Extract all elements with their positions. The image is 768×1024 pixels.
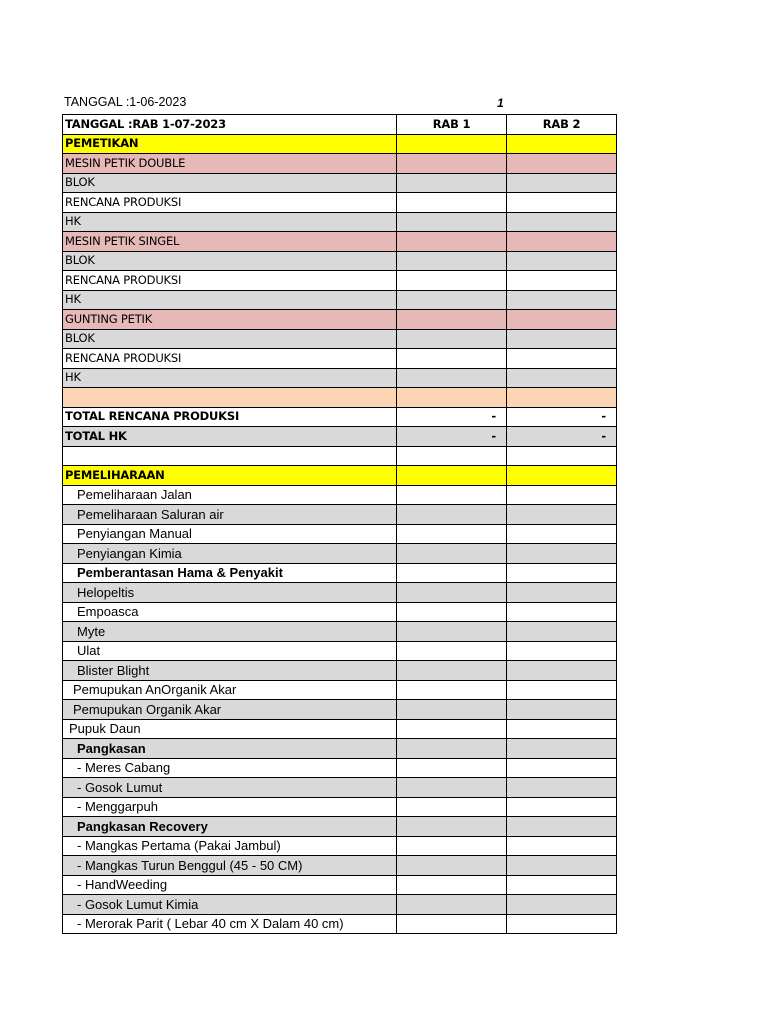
row-label-cell[interactable]: Ulat: [63, 641, 397, 661]
rab2-cell[interactable]: [507, 466, 617, 486]
rab2-cell[interactable]: -: [507, 407, 617, 427]
rab1-cell[interactable]: [397, 446, 507, 466]
table-row: [63, 134, 617, 154]
rab1-cell[interactable]: [397, 290, 507, 310]
row-label-cell[interactable]: GUNTING PETIK: [63, 310, 397, 330]
table-row: [63, 368, 617, 388]
table-row: [63, 310, 617, 330]
row-label-cell[interactable]: [63, 446, 397, 466]
row-label-cell[interactable]: PEMETIKAN: [63, 134, 397, 154]
row-label-cell[interactable]: Myte: [63, 622, 397, 642]
row-label-cell[interactable]: Pupuk Daun: [63, 719, 397, 739]
rab2-cell[interactable]: [507, 602, 617, 622]
document-date: TANGGAL :1-06-2023: [64, 95, 187, 109]
row-label-cell[interactable]: HK: [63, 368, 397, 388]
table-row: [63, 485, 617, 505]
rab2-cell[interactable]: [507, 875, 617, 895]
row-label-cell[interactable]: Pemupukan Organik Akar: [63, 700, 397, 720]
rab1-cell[interactable]: [397, 232, 507, 252]
rab1-cell[interactable]: [397, 524, 507, 544]
rab1-cell[interactable]: [397, 583, 507, 603]
rab2-cell[interactable]: [507, 836, 617, 856]
row-label-cell[interactable]: TOTAL RENCANA PRODUKSI: [63, 407, 397, 427]
rab1-cell[interactable]: [397, 251, 507, 271]
header-rab1-cell[interactable]: RAB 1: [397, 115, 507, 135]
row-label-cell[interactable]: PEMELIHARAAN: [63, 466, 397, 486]
table-row: [63, 271, 617, 291]
table-row: [63, 407, 617, 427]
rab1-cell[interactable]: [397, 466, 507, 486]
rab2-cell[interactable]: [507, 154, 617, 174]
rab2-cell[interactable]: [507, 368, 617, 388]
rab1-cell[interactable]: [397, 505, 507, 525]
row-label-cell[interactable]: TOTAL HK: [63, 427, 397, 447]
rab1-cell[interactable]: [397, 212, 507, 232]
rab1-cell[interactable]: [397, 661, 507, 681]
table-row: [63, 251, 617, 271]
rab2-cell[interactable]: [507, 700, 617, 720]
rab1-cell[interactable]: [397, 329, 507, 349]
table-row: [63, 388, 617, 408]
table-row: [63, 466, 617, 486]
table-row: [63, 427, 617, 447]
table-row: [63, 212, 617, 232]
rab1-cell[interactable]: [397, 797, 507, 817]
rab2-cell[interactable]: [507, 817, 617, 837]
row-label-cell[interactable]: - Gosok Lumut: [63, 778, 397, 798]
row-label-cell[interactable]: BLOK: [63, 251, 397, 271]
rab2-cell[interactable]: [507, 290, 617, 310]
rab1-cell[interactable]: -: [397, 407, 507, 427]
rab2-cell[interactable]: [507, 212, 617, 232]
row-label-cell[interactable]: Penyiangan Manual: [63, 524, 397, 544]
row-label-cell[interactable]: HK: [63, 212, 397, 232]
table-row: [63, 349, 617, 369]
rab2-cell[interactable]: [507, 914, 617, 934]
rab1-cell[interactable]: [397, 271, 507, 291]
rab1-cell[interactable]: [397, 641, 507, 661]
row-label-cell[interactable]: - Mangkas Pertama (Pakai Jambul): [63, 836, 397, 856]
rab1-cell[interactable]: [397, 485, 507, 505]
table-row: [63, 173, 617, 193]
rab2-cell[interactable]: [507, 388, 617, 408]
rab1-cell[interactable]: [397, 719, 507, 739]
table-row: [63, 778, 617, 798]
table-row: [63, 875, 617, 895]
table-row: [63, 622, 617, 642]
rab2-cell[interactable]: [507, 524, 617, 544]
rab2-cell[interactable]: [507, 895, 617, 915]
table-row: [63, 739, 617, 759]
rab2-cell[interactable]: [507, 251, 617, 271]
row-label-cell[interactable]: Pangkasan Recovery: [63, 817, 397, 837]
table-row: [63, 856, 617, 876]
rab1-cell[interactable]: [397, 895, 507, 915]
rab2-cell[interactable]: -: [507, 427, 617, 447]
table-header-row: [63, 115, 617, 135]
row-label-cell[interactable]: - Mangkas Turun Benggul (45 - 50 CM): [63, 856, 397, 876]
rab2-cell[interactable]: [507, 329, 617, 349]
row-label-cell[interactable]: Pemupukan AnOrganik Akar: [63, 680, 397, 700]
row-label-cell[interactable]: Empoasca: [63, 602, 397, 622]
table-row: [63, 836, 617, 856]
rab2-cell[interactable]: [507, 544, 617, 564]
row-label-cell[interactable]: Pemeliharaan Jalan: [63, 485, 397, 505]
table-row: [63, 290, 617, 310]
rab2-cell[interactable]: [507, 797, 617, 817]
rab2-cell[interactable]: [507, 193, 617, 213]
table-row: [63, 232, 617, 252]
rab1-cell[interactable]: [397, 310, 507, 330]
rab1-cell[interactable]: [397, 680, 507, 700]
table-row: [63, 505, 617, 525]
rab1-cell[interactable]: [397, 856, 507, 876]
table-body: [63, 134, 617, 934]
rab1-cell[interactable]: [397, 622, 507, 642]
rab1-cell[interactable]: [397, 563, 507, 583]
row-label-cell[interactable]: - Gosok Lumut Kimia: [63, 895, 397, 915]
table-row: [63, 817, 617, 837]
table-row: [63, 895, 617, 915]
rab2-cell[interactable]: [507, 680, 617, 700]
table-row: [63, 661, 617, 681]
rab1-cell[interactable]: [397, 154, 507, 174]
table-row: [63, 446, 617, 466]
rab1-cell[interactable]: [397, 173, 507, 193]
table-row: [63, 524, 617, 544]
row-label-cell[interactable]: Penyiangan Kimia: [63, 544, 397, 564]
rab1-cell[interactable]: [397, 193, 507, 213]
rab2-cell[interactable]: [507, 173, 617, 193]
table-row: [63, 700, 617, 720]
rab1-cell[interactable]: [397, 368, 507, 388]
rab2-cell[interactable]: [507, 446, 617, 466]
rab2-cell[interactable]: [507, 856, 617, 876]
rab2-cell[interactable]: [507, 778, 617, 798]
rab2-cell[interactable]: [507, 485, 617, 505]
rab1-cell[interactable]: [397, 544, 507, 564]
table-row: [63, 583, 617, 603]
rab2-cell[interactable]: [507, 232, 617, 252]
table-row: [63, 758, 617, 778]
page-number: 1: [497, 96, 504, 110]
row-label-cell[interactable]: RENCANA PRODUKSI: [63, 271, 397, 291]
row-label-cell[interactable]: Pangkasan: [63, 739, 397, 759]
table-row: [63, 329, 617, 349]
table-row: [63, 680, 617, 700]
table-row: [63, 641, 617, 661]
rab2-cell[interactable]: [507, 134, 617, 154]
rab1-cell[interactable]: [397, 602, 507, 622]
rab2-cell[interactable]: [507, 271, 617, 291]
row-label-cell[interactable]: Pemeliharaan Saluran air: [63, 505, 397, 525]
rab2-cell[interactable]: [507, 622, 617, 642]
rab1-cell[interactable]: [397, 349, 507, 369]
row-label-cell[interactable]: - Meres Cabang: [63, 758, 397, 778]
row-label-cell[interactable]: MESIN PETIK SINGEL: [63, 232, 397, 252]
rab2-cell[interactable]: [507, 739, 617, 759]
table-row: [63, 719, 617, 739]
rab2-cell[interactable]: [507, 758, 617, 778]
row-label-cell[interactable]: - Merorak Parit ( Lebar 40 cm X Dalam 40 cm): [63, 914, 397, 934]
rab2-cell[interactable]: [507, 505, 617, 525]
table-row: [63, 914, 617, 934]
header-rab2-cell[interactable]: RAB 2: [507, 115, 617, 135]
rab1-cell[interactable]: [397, 836, 507, 856]
table-row: [63, 797, 617, 817]
rab1-cell[interactable]: -: [397, 427, 507, 447]
row-label-cell[interactable]: Pemberantasan Hama & Penyakit: [63, 563, 397, 583]
rab1-cell[interactable]: [397, 914, 507, 934]
rab-table: [62, 114, 617, 934]
row-label-cell[interactable]: [63, 388, 397, 408]
rab1-cell[interactable]: [397, 134, 507, 154]
row-label-cell[interactable]: RENCANA PRODUKSI: [63, 349, 397, 369]
rab2-cell[interactable]: [507, 641, 617, 661]
rab1-cell[interactable]: [397, 778, 507, 798]
rab1-cell[interactable]: [397, 700, 507, 720]
table-row: [63, 563, 617, 583]
row-label-cell[interactable]: RENCANA PRODUKSI: [63, 193, 397, 213]
rab1-cell[interactable]: [397, 388, 507, 408]
row-label-cell[interactable]: - HandWeeding: [63, 875, 397, 895]
table-row: [63, 544, 617, 564]
rab1-cell[interactable]: [397, 875, 507, 895]
row-label-cell[interactable]: MESIN PETIK DOUBLE: [63, 154, 397, 174]
row-label-cell[interactable]: BLOK: [63, 329, 397, 349]
row-label-cell[interactable]: Blister Blight: [63, 661, 397, 681]
row-label-cell[interactable]: HK: [63, 290, 397, 310]
rab2-cell[interactable]: [507, 719, 617, 739]
rab2-cell[interactable]: [507, 563, 617, 583]
rab2-cell[interactable]: [507, 349, 617, 369]
row-label-cell[interactable]: - Menggarpuh: [63, 797, 397, 817]
rab1-cell[interactable]: [397, 739, 507, 759]
rab2-cell[interactable]: [507, 661, 617, 681]
row-label-cell[interactable]: Helopeltis: [63, 583, 397, 603]
row-label-cell[interactable]: BLOK: [63, 173, 397, 193]
table-row: [63, 602, 617, 622]
header-label-cell[interactable]: TANGGAL :RAB 1-07-2023: [63, 115, 397, 135]
rab1-cell[interactable]: [397, 817, 507, 837]
rab2-cell[interactable]: [507, 583, 617, 603]
table-row: [63, 154, 617, 174]
table-row: [63, 193, 617, 213]
rab2-cell[interactable]: [507, 310, 617, 330]
rab1-cell[interactable]: [397, 758, 507, 778]
